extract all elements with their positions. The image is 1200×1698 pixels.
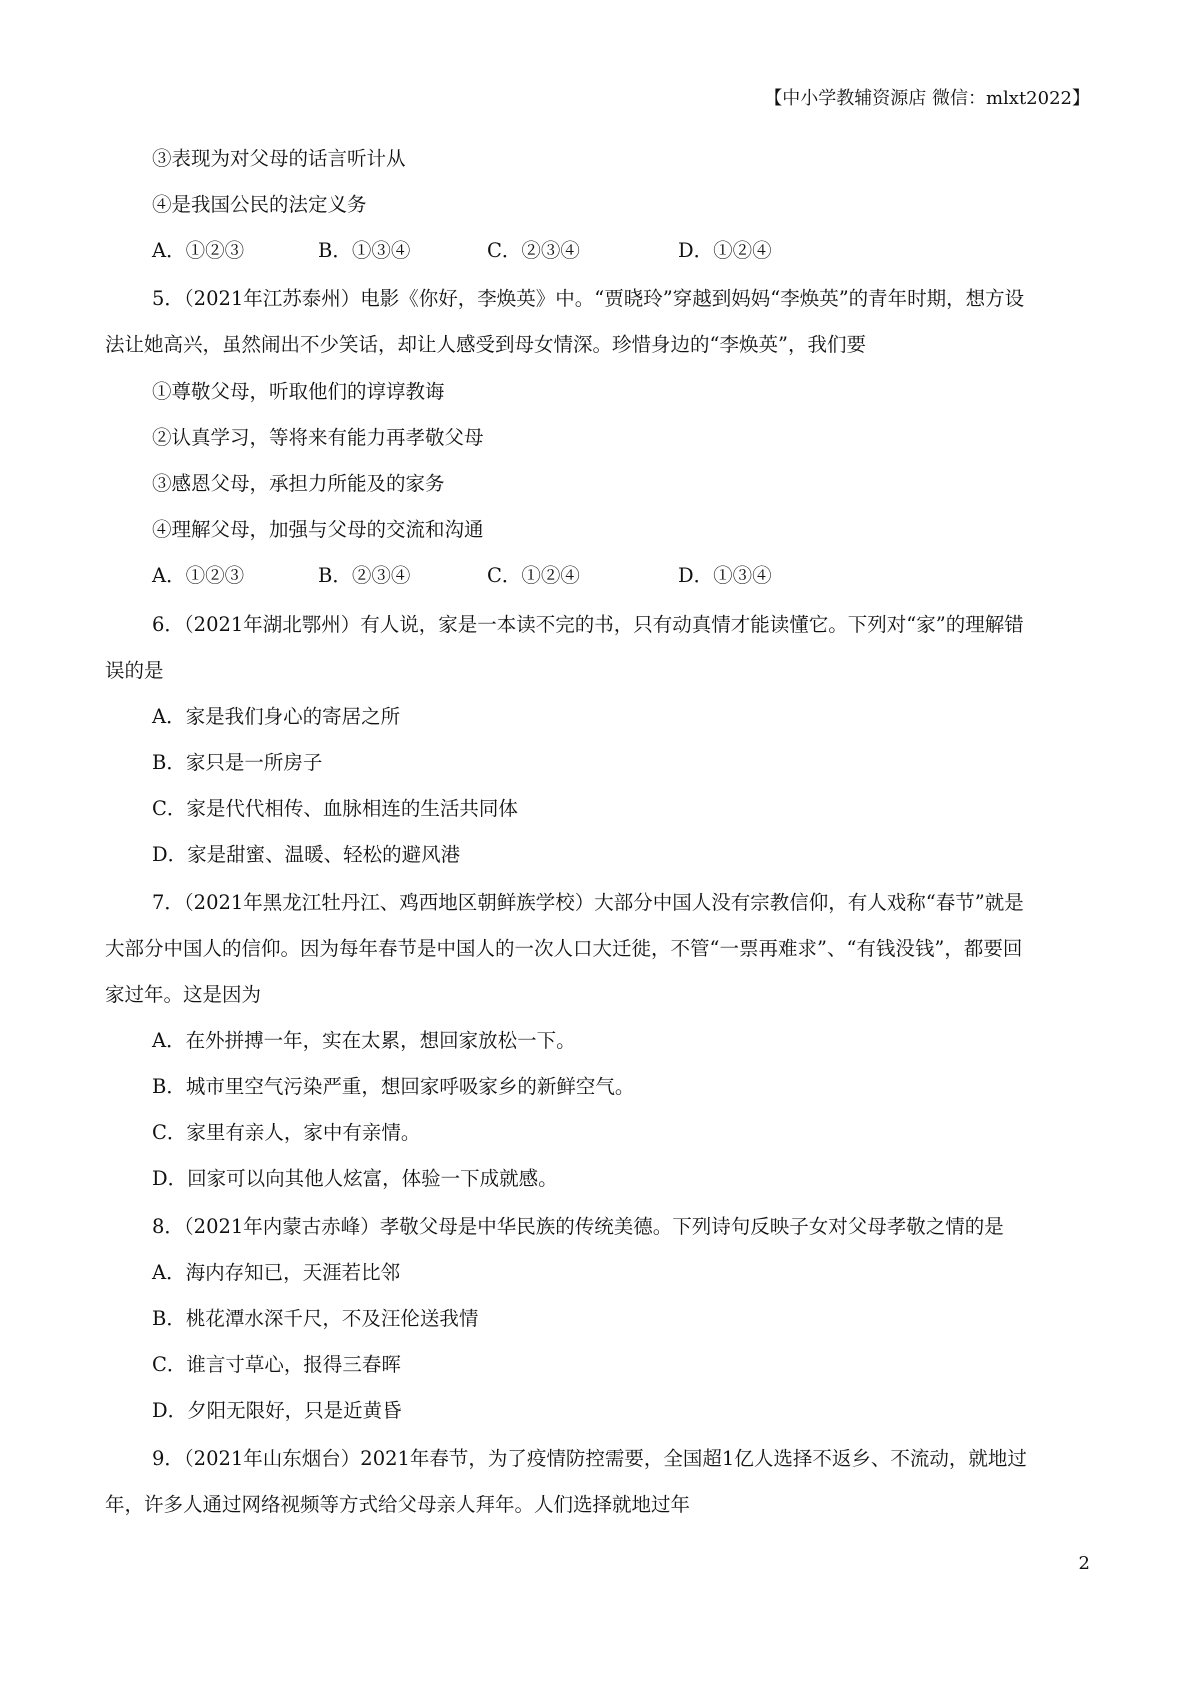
q7-option-d: D．回家可以向其他人炫富，体验一下成就感。 — [152, 1167, 558, 1190]
q5-stem-line2: 法让她高兴，虽然闹出不少笑话，却让人感受到母女情深。珍惜身边的“李焕英”，我们要 — [105, 333, 866, 356]
q4-option-b: B．①③④ — [318, 239, 411, 262]
q7-stem-line3: 家过年。这是因为 — [105, 983, 262, 1006]
q4-option-d: D．①②④ — [678, 239, 772, 262]
q5-stem-line1: 5．（2021年江苏泰州）电影《你好，李焕英》中。“贾晓玲”穿越到妈妈“李焕英”的青年时期，想方设 — [152, 287, 1025, 310]
q4-item-4: ④是我国公民的法定义务 — [152, 193, 367, 216]
q5-option-c: C．①②④ — [487, 564, 580, 587]
q8-option-c: C．谁言寸草心，报得三春晖 — [152, 1353, 401, 1376]
page-header: 【中小学教辅资源店 微信：mlxt2022】 — [764, 88, 1090, 109]
q7-option-c: C．家里有亲人，家中有亲情。 — [152, 1121, 421, 1144]
q6-stem-line1: 6．（2021年湖北鄂州）有人说，家是一本读不完的书，只有动真情才能读懂它。下列对“家”的理解错 — [152, 613, 1024, 636]
q5-item-3: ③感恩父母，承担力所能及的家务 — [152, 472, 445, 495]
q5-option-b: B．②③④ — [318, 564, 411, 587]
q9-stem-line2: 年，许多人通过网络视频等方式给父母亲人拜年。人们选择就地过年 — [105, 1493, 691, 1516]
q6-option-b: B．家只是一所房子 — [152, 751, 323, 774]
q6-stem-line2: 误的是 — [105, 659, 164, 682]
q4-item-3: ③表现为对父母的话言听计从 — [152, 147, 406, 170]
q8-stem-line1: 8．（2021年内蒙古赤峰）孝敬父母是中华民族的传统美德。下列诗句反映子女对父母孝敬之情的是 — [152, 1215, 1004, 1238]
page-number: 2 — [1078, 1553, 1090, 1574]
q7-stem-line1: 7．（2021年黑龙江牡丹江、鸡西地区朝鲜族学校）大部分中国人没有宗教信仰，有人戏称“春节”就是 — [152, 891, 1024, 914]
q4-option-c: C．②③④ — [487, 239, 580, 262]
q7-option-b: B．城市里空气污染严重，想回家呼吸家乡的新鲜空气。 — [152, 1075, 635, 1098]
q4-option-a: A．①②③ — [152, 239, 245, 262]
q6-option-a: A．家是我们身心的寄居之所 — [152, 705, 401, 728]
q8-option-a: A．海内存知已，天涯若比邻 — [152, 1261, 401, 1284]
q6-option-d: D．家是甜蜜、温暖、轻松的避风港 — [152, 843, 461, 866]
q5-option-d: D．①③④ — [678, 564, 772, 587]
q7-stem-line2: 大部分中国人的信仰。因为每年春节是中国人的一次人口大迁徙，不管“一票再难求”、“有钱没钱”，都要回 — [105, 937, 1023, 960]
q5-item-2: ②认真学习，等将来有能力再孝敬父母 — [152, 426, 484, 449]
q7-option-a: A．在外拼搏一年，实在太累，想回家放松一下。 — [152, 1029, 576, 1052]
q8-option-d: D．夕阳无限好，只是近黄昏 — [152, 1399, 402, 1422]
q8-option-b: B．桃花潭水深千尺，不及汪伦送我情 — [152, 1307, 479, 1330]
q5-item-1: ①尊敬父母，听取他们的谆谆教诲 — [152, 380, 445, 403]
q9-stem-line1: 9．（2021年山东烟台）2021年春节，为了疫情防控需要，全国超1亿人选择不返乡、不流动，就地过 — [152, 1447, 1027, 1470]
q5-option-a: A．①②③ — [152, 564, 245, 587]
q5-item-4: ④理解父母，加强与父母的交流和沟通 — [152, 518, 484, 541]
q6-option-c: C．家是代代相传、血脉相连的生活共同体 — [152, 797, 518, 820]
